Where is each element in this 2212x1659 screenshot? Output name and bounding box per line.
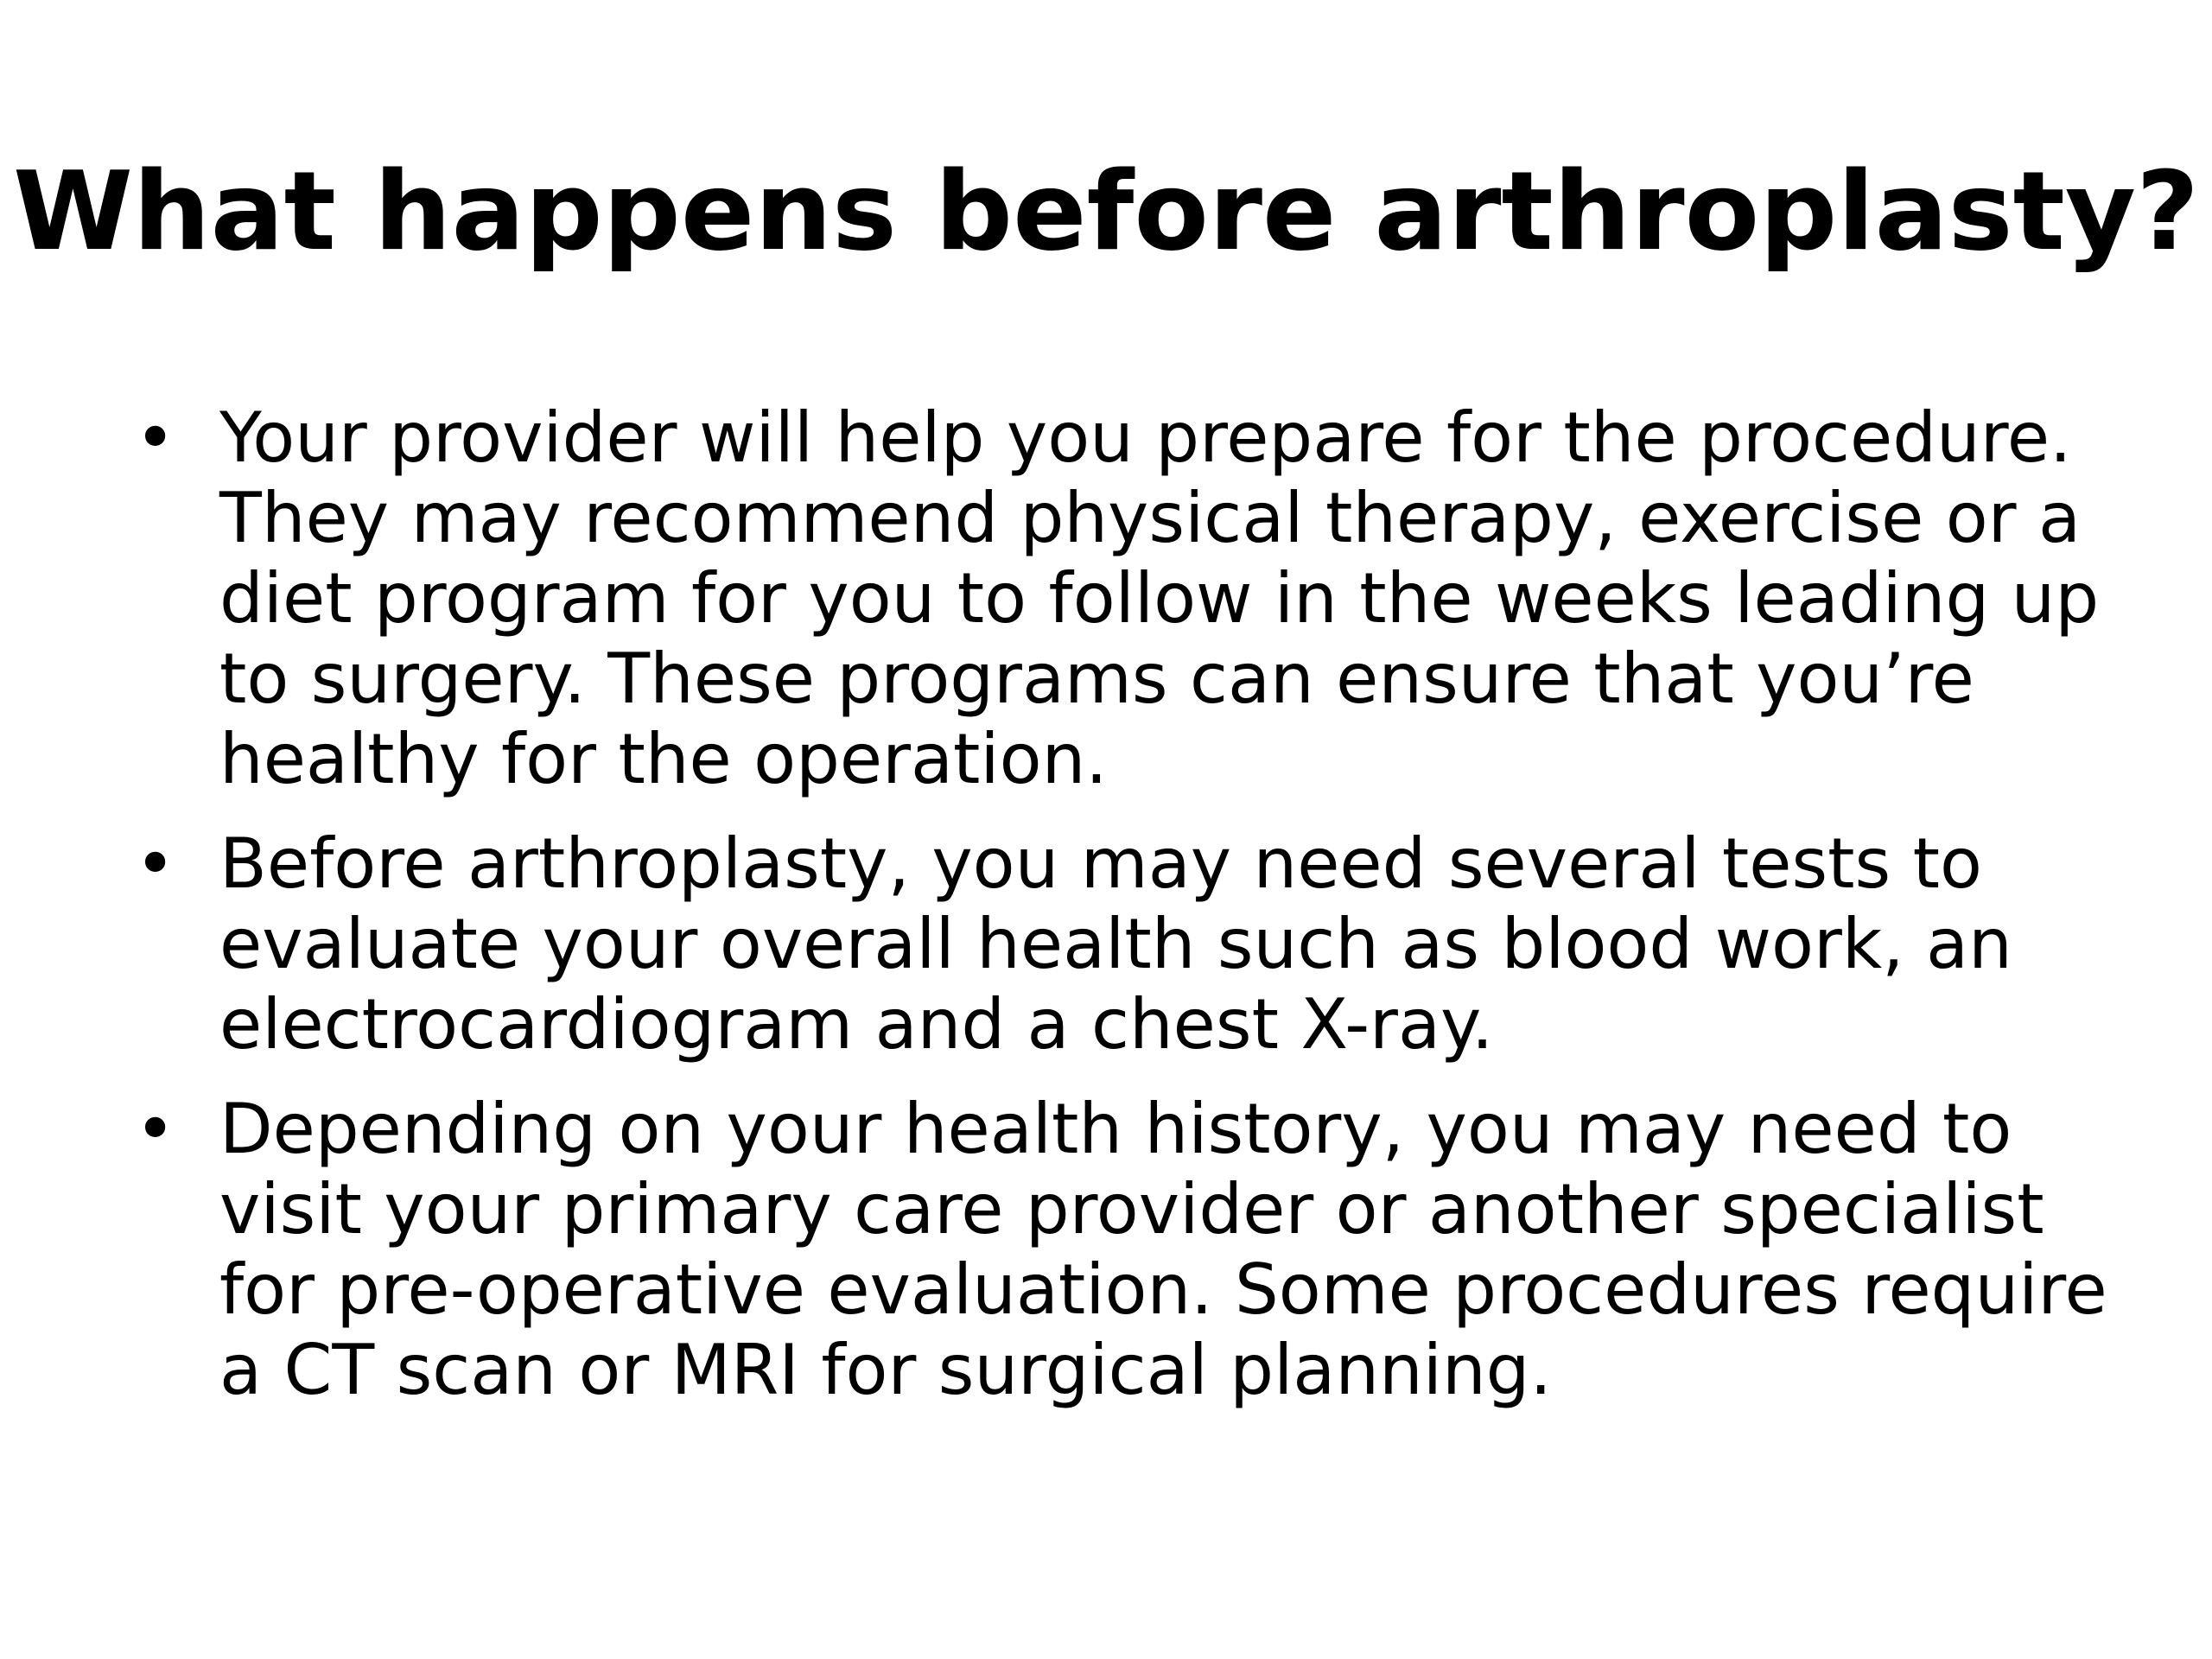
bullet-item-2 <box>130 823 2108 1065</box>
bullet-point-icon: • <box>135 397 176 478</box>
bullet-text-2: Before arthroplasty, you may need several tests to evaluate your overall health such as blood work, an electrocardiogram and a chest X-ray. <box>219 823 2012 1065</box>
bullet-list <box>130 397 2108 1434</box>
bullet-item-3 <box>130 1089 2108 1410</box>
bullet-point-icon: • <box>135 823 176 904</box>
slide-title: What happens before arthroplasty? <box>12 148 2200 275</box>
bullet-point-icon: • <box>135 1089 176 1169</box>
bullet-item-1 <box>130 397 2108 799</box>
bullet-text-3: Depending on your health history, you may need to visit your primary care provider or another specialist for pre-operative evaluation. Some procedures require a CT scan or MRI for surgical planning. <box>219 1089 2107 1410</box>
bullet-text-1: Your provider will help you prepare for the procedure. They may recommend physical therapy, exercise or a diet program for you to follow in the weeks leading up to surgery. These programs can ensure that you’re healthy for the operation. <box>219 397 2100 799</box>
